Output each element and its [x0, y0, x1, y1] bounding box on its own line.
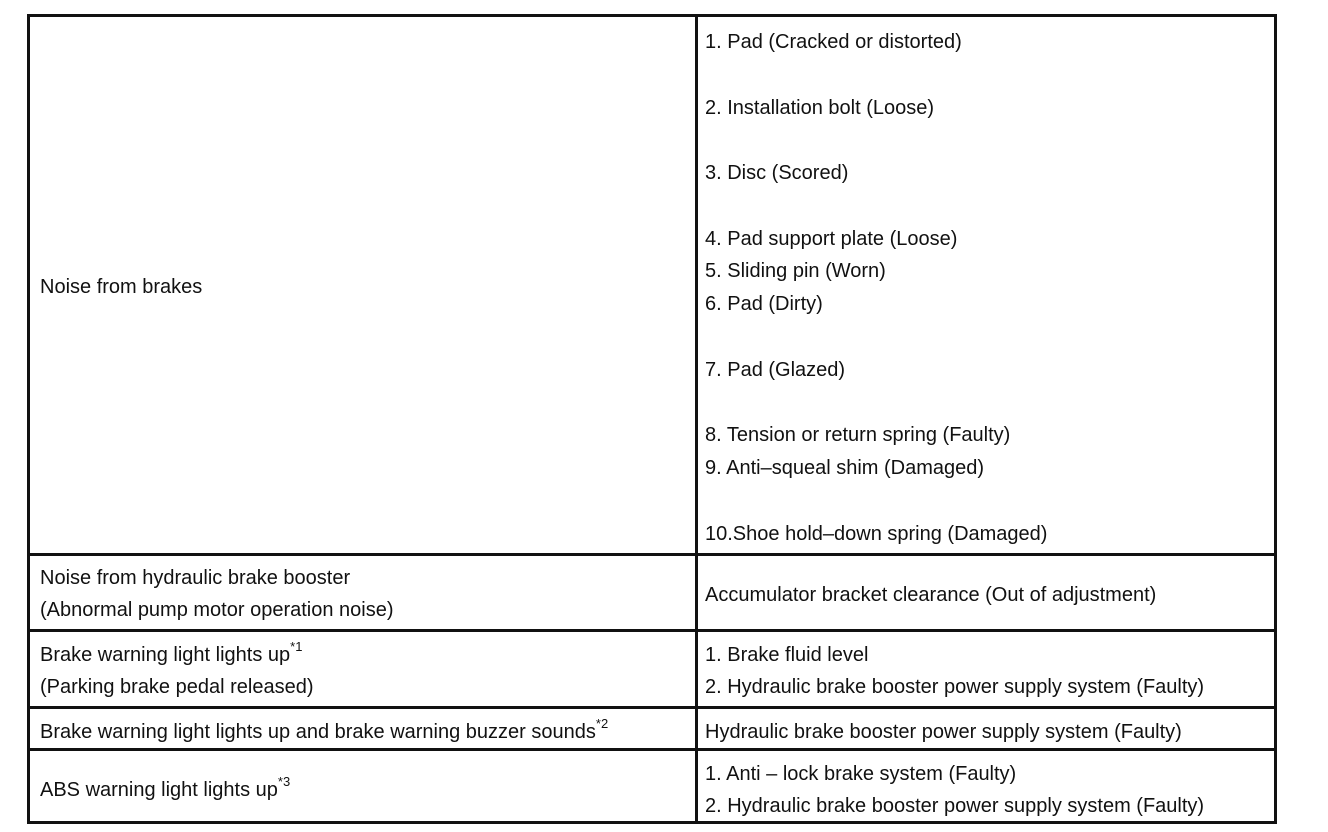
troubleshooting-table [27, 14, 1277, 824]
cause-item: 5. Sliding pin (Worn) [705, 260, 886, 282]
cause-item: 2. Hydraulic brake booster power supply system (Faulty) [705, 795, 1205, 817]
cause-item: 7. Pad (Glazed) [705, 359, 846, 381]
footnote-marker: *3 [277, 774, 291, 790]
symptom-abs-warning-light: ABS warning light lights $up^{*3}$ [40, 774, 291, 801]
row-divider [30, 748, 1274, 751]
cause-item: 8. Tension or return spring (Faulty) [705, 424, 1011, 446]
cause-item: 1. Brake fluid level [705, 644, 869, 666]
row-divider [30, 553, 1274, 556]
cause-item: Hydraulic brake booster power supply system (Faulty) [705, 721, 1182, 743]
symptom-booster-noise: Noise from hydraulic brake booster [40, 567, 351, 589]
symptom-warning-light-buzzer: Brake warning light lights up and brake warning buzzer sounds$^{*2}$ [40, 716, 609, 743]
cause-item: 1. Anti – lock brake system (Faulty) [705, 763, 1017, 785]
symptom-condition: (Parking brake pedal released) [40, 676, 314, 698]
cause-item: 2. Hydraulic brake booster power supply system (Faulty) [705, 676, 1205, 698]
cause-item: 4. Pad support plate (Loose) [705, 228, 958, 250]
cause-item: 6. Pad (Dirty) [705, 293, 823, 315]
cause-item: 9. Anti–squeal shim (Damaged) [705, 457, 985, 479]
symptom-booster-noise-detail: (Abnormal pump motor operation noise) [40, 599, 394, 621]
column-divider [695, 17, 698, 821]
cause-item: 10.Shoe hold–down spring (Damaged) [705, 523, 1048, 545]
row-divider [30, 629, 1274, 632]
cause-item: 2. Installation bolt (Loose) [705, 97, 935, 119]
cause-item: 1. Pad (Cracked or distorted) [705, 31, 962, 53]
cause-item: 3. Disc (Scored) [705, 162, 849, 184]
footnote-marker: *2 [595, 716, 609, 732]
symptom-noise-from-brakes: Noise from brakes [40, 276, 203, 298]
row-divider [30, 706, 1274, 709]
cause-item: Accumulator bracket clearance (Out of adjustment) [705, 584, 1157, 606]
footnote-marker: *1 [290, 639, 303, 655]
symptom-brake-warning-light: Brake warning light lights $up^{*1}$ [40, 639, 303, 666]
